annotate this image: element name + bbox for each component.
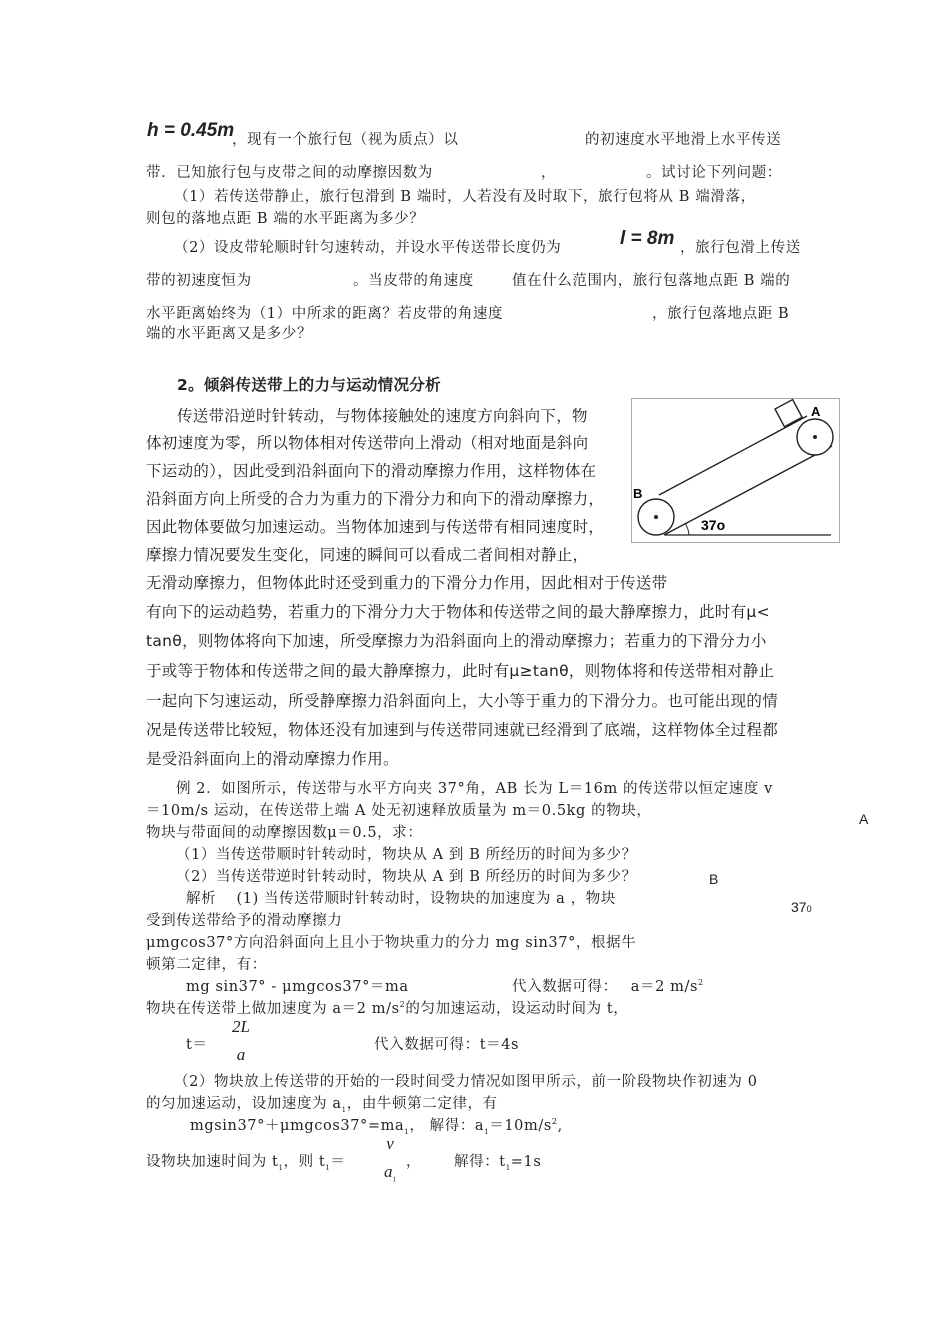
- solution-line: 解析 (1) 当传送带顺时针转动时，设物块的加速度为 a ，物块: [186, 891, 616, 907]
- fraction-numerator: v: [386, 1134, 394, 1153]
- paragraph-line: 摩擦力情况要发生变化，同速的瞬间可以看成二者间相对静止，: [146, 546, 589, 564]
- text-line: ，旅行包滑上传送: [680, 240, 801, 256]
- text-line: 带．已知旅行包与皮带之间的动摩擦因数为: [146, 165, 433, 181]
- paragraph-line: 于或等于物体和传送带之间的最大静摩擦力，此时有μ≥tanθ，则物体将和传送带相对静止: [146, 662, 775, 680]
- example-line: 例 2．如图所示，传送带与水平方向夹 37°角，AB 长为 L＝16m 的传送带以恒定速度 v: [176, 781, 773, 797]
- time-result: 代入数据可得：t＝4s: [374, 1037, 520, 1053]
- part2-equation: $mgsin37^\circ+\mu mgcos37^\circ=ma_1$， 解得：$a_1=10m/s^2$,: [190, 1117, 563, 1136]
- solution-line: 受到传送带给予的滑动摩擦力: [146, 913, 343, 929]
- part2-line: （2）物块放上传送带的开始的一段时间受力情况如图甲所示，前一阶段物块作初速为 0: [174, 1074, 758, 1090]
- paragraph-line: 沿斜面方向上所受的合力为重力的下滑分力和向下的滑动摩擦力，: [146, 490, 605, 508]
- text-line: 值在什么范围内，旅行包落地点距 B 端的: [512, 273, 791, 289]
- text-line: ，旅行包落地点距 B: [652, 306, 790, 322]
- example-question-2: （2）当传送带逆时针转动时，物块从 A 到 B 所经历的时间为多少？: [176, 869, 637, 885]
- conveyor-diagram: [631, 398, 840, 543]
- equation-1: mg sin37° - μmgcos37°＝ma: [186, 979, 409, 995]
- solution-line: μmgcos37°方向沿斜面向上且小于物块重力的分力 mg sin37°，根据牛: [146, 935, 637, 951]
- part2-time-result: 解得：$t_1=1s$: [454, 1154, 542, 1172]
- text-line: ，: [406, 1154, 422, 1170]
- solution-line: 顿第二定律，有：: [146, 957, 267, 973]
- question-2: （2）设皮带轮顺时针匀速转动，并设水平传送带长度仍为: [174, 240, 562, 256]
- text-line: 的初速度水平地滑上水平传送: [585, 132, 782, 148]
- figure-angle-label: 370: [791, 899, 812, 915]
- text-line: 水平距离始终为（1）中所求的距离？若皮带的角速度: [146, 306, 504, 322]
- paragraph-line: 有向下的运动趋势，若重力的下滑分力大于物体和传送带之间的最大静摩擦力，此时有μ<: [146, 603, 770, 621]
- example-line: 物块与带面间的动摩擦因数μ＝0.5，求：: [146, 825, 423, 841]
- height-expression: h = 0.45m: [147, 120, 235, 141]
- fraction-bar: [224, 1040, 258, 1041]
- text-line: 带的初速度恒为: [146, 273, 252, 289]
- label-b: B: [633, 486, 643, 501]
- paragraph-line: 一起向下匀速运动，所受静摩擦力沿斜面向上，大小等于重力的下滑分力。也可能出现的情: [146, 692, 779, 710]
- paragraph-line: 无滑动摩擦力，但物体此时还受到重力的下滑分力作用，因此相对于传送带: [146, 574, 668, 592]
- question-1: （1）若传送带静止，旅行包滑到 B 端时，人若没有及时取下，旅行包将从 B 端滑落，: [174, 189, 756, 205]
- fraction-denominator: $a_1$: [384, 1162, 396, 1184]
- text-line: ，: [541, 165, 557, 181]
- fraction-bar: [380, 1158, 400, 1159]
- paragraph-line: 下运动的），因此受到沿斜面向下的滑动摩擦力作用，这样物体在: [146, 462, 597, 480]
- equation-1-result: 代入数据可得： a＝2 $m/s^2$: [512, 978, 704, 995]
- text-line: 。当皮带的角速度: [353, 273, 474, 289]
- example-question-1: （1）当传送带顺时针转动时，物块从 A 到 B 所经历的时间为多少？: [176, 847, 637, 863]
- paragraph-line: tanθ，则物体将向下加速，所受摩擦力为沿斜面向上的滑动摩擦力；若重力的下滑分力小: [146, 632, 767, 650]
- time-equation: t＝: [186, 1037, 208, 1053]
- paragraph-line: 传送带沿逆时针转动，与物体接触处的速度方向斜向下，物: [177, 407, 588, 425]
- text-line: 。试讨论下列问题：: [646, 165, 782, 181]
- figure-label-b: B: [709, 871, 719, 887]
- part2-line: 的匀加速运动，设加速度为 $a_1$，由牛顿第二定律，有: [146, 1096, 498, 1114]
- acceleration-line: 物块在传送带上做加速度为 a＝2 $m/s^2$的匀加速运动，设运动时间为 t，: [146, 1000, 629, 1017]
- paragraph-line: 因此物体要做匀加速运动。当物体加速到与传送带有相同速度时，: [146, 518, 605, 536]
- label-a: A: [811, 404, 821, 419]
- paragraph-line: 体初速度为零，所以物体相对传送带向上滑动（相对地面是斜向: [146, 434, 589, 452]
- text-line: 端的水平距离又是多少？: [146, 326, 313, 342]
- fraction-denominator: a: [236, 1045, 246, 1064]
- text-line: ，现有一个旅行包（视为质点）以: [232, 132, 459, 148]
- fraction-numerator: 2L: [232, 1017, 250, 1036]
- paragraph-line: 是受沿斜面向上的滑动摩擦力作用。: [146, 750, 399, 768]
- section-heading: 2。倾斜传送带上的力与运动情况分析: [177, 376, 441, 394]
- part2-time-line: 设物块加速时间为 $t_1$，则 $t_1=$: [146, 1154, 346, 1172]
- example-line: ＝10m/s 运动，在传送带上端 A 处无初速释放质量为 m＝0.5kg 的物块，: [146, 803, 652, 819]
- angle-label: 37o: [701, 517, 726, 533]
- question-1-cont: 则包的落地点距 B 端的水平距离为多少？: [146, 211, 425, 227]
- length-expression: l = 8m: [620, 228, 675, 249]
- paragraph-line: 况是传送带比较短，物体还没有加速到与传送带同速就已经滑到了底端，这样物体全过程都: [146, 721, 779, 739]
- figure-label-a: A: [859, 811, 869, 827]
